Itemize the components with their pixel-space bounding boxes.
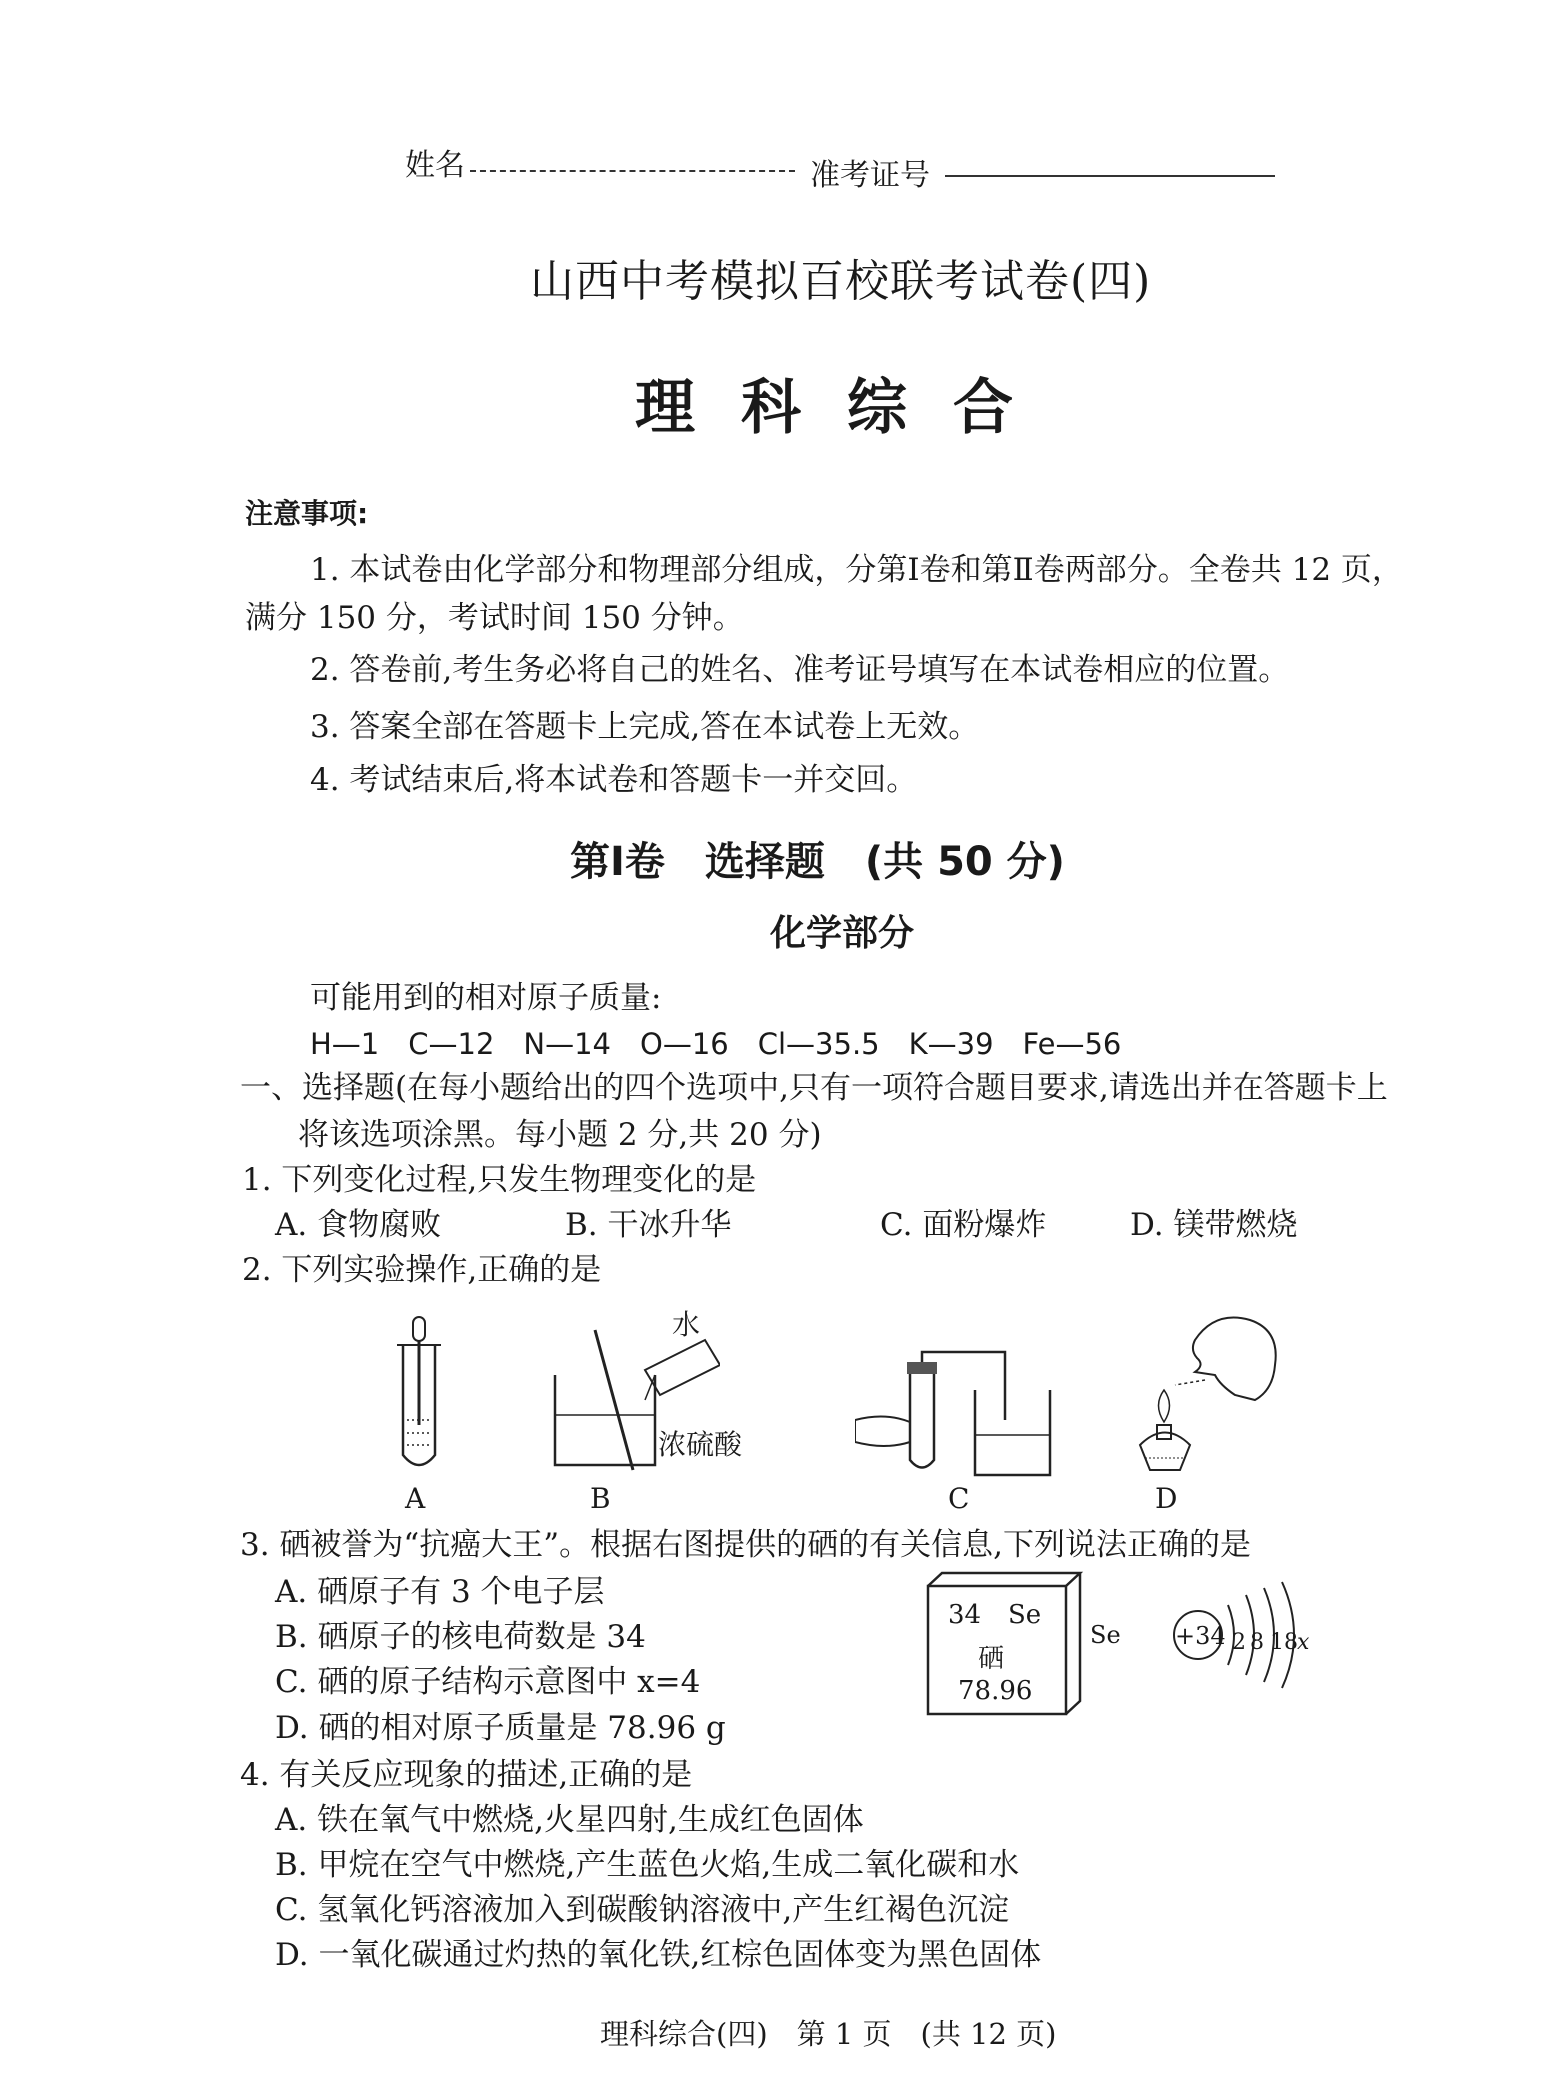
q3-option-b: B. 硒原子的核电荷数是 34	[275, 1619, 646, 1655]
notice-item: 满分 150 分，考试时间 150 分钟。	[245, 600, 744, 636]
q4-option-b: B. 甲烷在空气中燃烧,产生蓝色火焰,生成二氧化碳和水	[275, 1847, 1020, 1883]
id-blank-line	[945, 175, 1275, 177]
q1-option-d: D. 镁带燃烧	[1130, 1207, 1298, 1243]
atomic-mass-label: 可能用到的相对原子质量:	[310, 980, 662, 1016]
subject-char: 合	[953, 373, 1013, 443]
q3-stem: 3. 硒被誉为“抗癌大王”。根据右图提供的硒的有关信息,下列说法正确的是	[240, 1527, 1251, 1563]
q2-water-label: 水	[672, 1308, 701, 1341]
shell-3: 18	[1270, 1630, 1298, 1655]
q4-option-c: C. 氢氧化钙溶液加入到碳酸钠溶液中,产生红褐色沉淀	[275, 1892, 1010, 1928]
q2-figure-c	[855, 1350, 1060, 1480]
section-subtitle: 化学部分	[770, 913, 915, 954]
shell-2: 8	[1250, 1630, 1264, 1655]
q4-option-d: D. 一氧化碳通过灼热的氧化铁,红棕色固体变为黑色固体	[275, 1937, 1042, 1973]
q2-figure-a	[385, 1315, 455, 1480]
name-label: 姓名	[405, 148, 465, 183]
subject-char: 综	[847, 373, 907, 443]
q3-option-c: C. 硒的原子结构示意图中 x=4	[275, 1664, 701, 1700]
q2-acid-label: 浓硫酸	[658, 1428, 743, 1461]
q4-option-a: A. 铁在氧气中燃烧,火星四射,生成红色固体	[275, 1802, 864, 1838]
atomic-mass-values: H—1 C—12 N—14 O—16 Cl—35.5 K—39 Fe—56	[310, 1027, 1122, 1061]
notice-heading: 注意事项:	[245, 497, 369, 530]
q2-stem: 2. 下列实验操作,正确的是	[242, 1252, 602, 1288]
subject-title	[635, 360, 1059, 446]
q2-label-d: D	[1155, 1482, 1178, 1515]
q1-option-b: B. 干冰升华	[565, 1207, 732, 1243]
element-number: 34	[948, 1600, 982, 1630]
q3-option-a: A. 硒原子有 3 个电子层	[275, 1574, 605, 1610]
exam-title: 山西中考模拟百校联考试卷(四)	[530, 256, 1152, 307]
element-mass: 78.96	[958, 1676, 1033, 1706]
id-label: 准考证号	[810, 158, 930, 193]
q2-label-c: C	[948, 1482, 970, 1515]
page-footer: 理科综合(四) 第 1 页 (共 12 页)	[600, 2017, 1057, 2051]
element-symbol: Se	[1008, 1600, 1042, 1630]
q2-label-a: A	[405, 1482, 426, 1515]
q1-stem: 1. 下列变化过程,只发生物理变化的是	[242, 1162, 757, 1198]
q1-option-a: A. 食物腐败	[275, 1207, 442, 1243]
shell-1: 2	[1232, 1630, 1246, 1655]
part-heading-cont: 将该选项涂黑。每小题 2 分,共 20 分)	[298, 1117, 822, 1153]
notice-item: 3. 答案全部在答题卡上完成,答在本试卷上无效。	[310, 709, 980, 745]
nucleus-charge: +34	[1175, 1622, 1226, 1650]
q3-option-d: D. 硒的相对原子质量是 78.96 g	[275, 1710, 726, 1746]
part-heading: 一、选择题(在每小题给出的四个选项中,只有一项符合题目要求,请选出并在答题卡上	[240, 1070, 1388, 1106]
q2-figure-d	[1135, 1310, 1315, 1475]
section-title: 第Ⅰ卷 选择题 (共 50 分)	[570, 839, 1065, 885]
notice-item: 4. 考试结束后,将本试卷和答题卡一并交回。	[310, 762, 918, 798]
subject-char: 理	[635, 373, 695, 443]
notice-item: 1. 本试卷由化学部分和物理部分组成，分第Ⅰ卷和第Ⅱ卷两部分。全卷共 12 页，	[310, 552, 1403, 588]
q1-option-c: C. 面粉爆炸	[880, 1207, 1047, 1243]
element-name: 硒	[978, 1644, 1005, 1674]
atom-symbol: Se	[1090, 1621, 1121, 1649]
q2-label-b: B	[590, 1482, 611, 1515]
notice-item: 2. 答卷前,考生务必将自己的姓名、准考证号填写在本试卷相应的位置。	[310, 652, 1290, 688]
shell-4: x	[1297, 1630, 1310, 1655]
name-blank-line	[470, 170, 795, 172]
q4-stem: 4. 有关反应现象的描述,正确的是	[240, 1757, 693, 1793]
subject-char: 科	[741, 373, 801, 443]
